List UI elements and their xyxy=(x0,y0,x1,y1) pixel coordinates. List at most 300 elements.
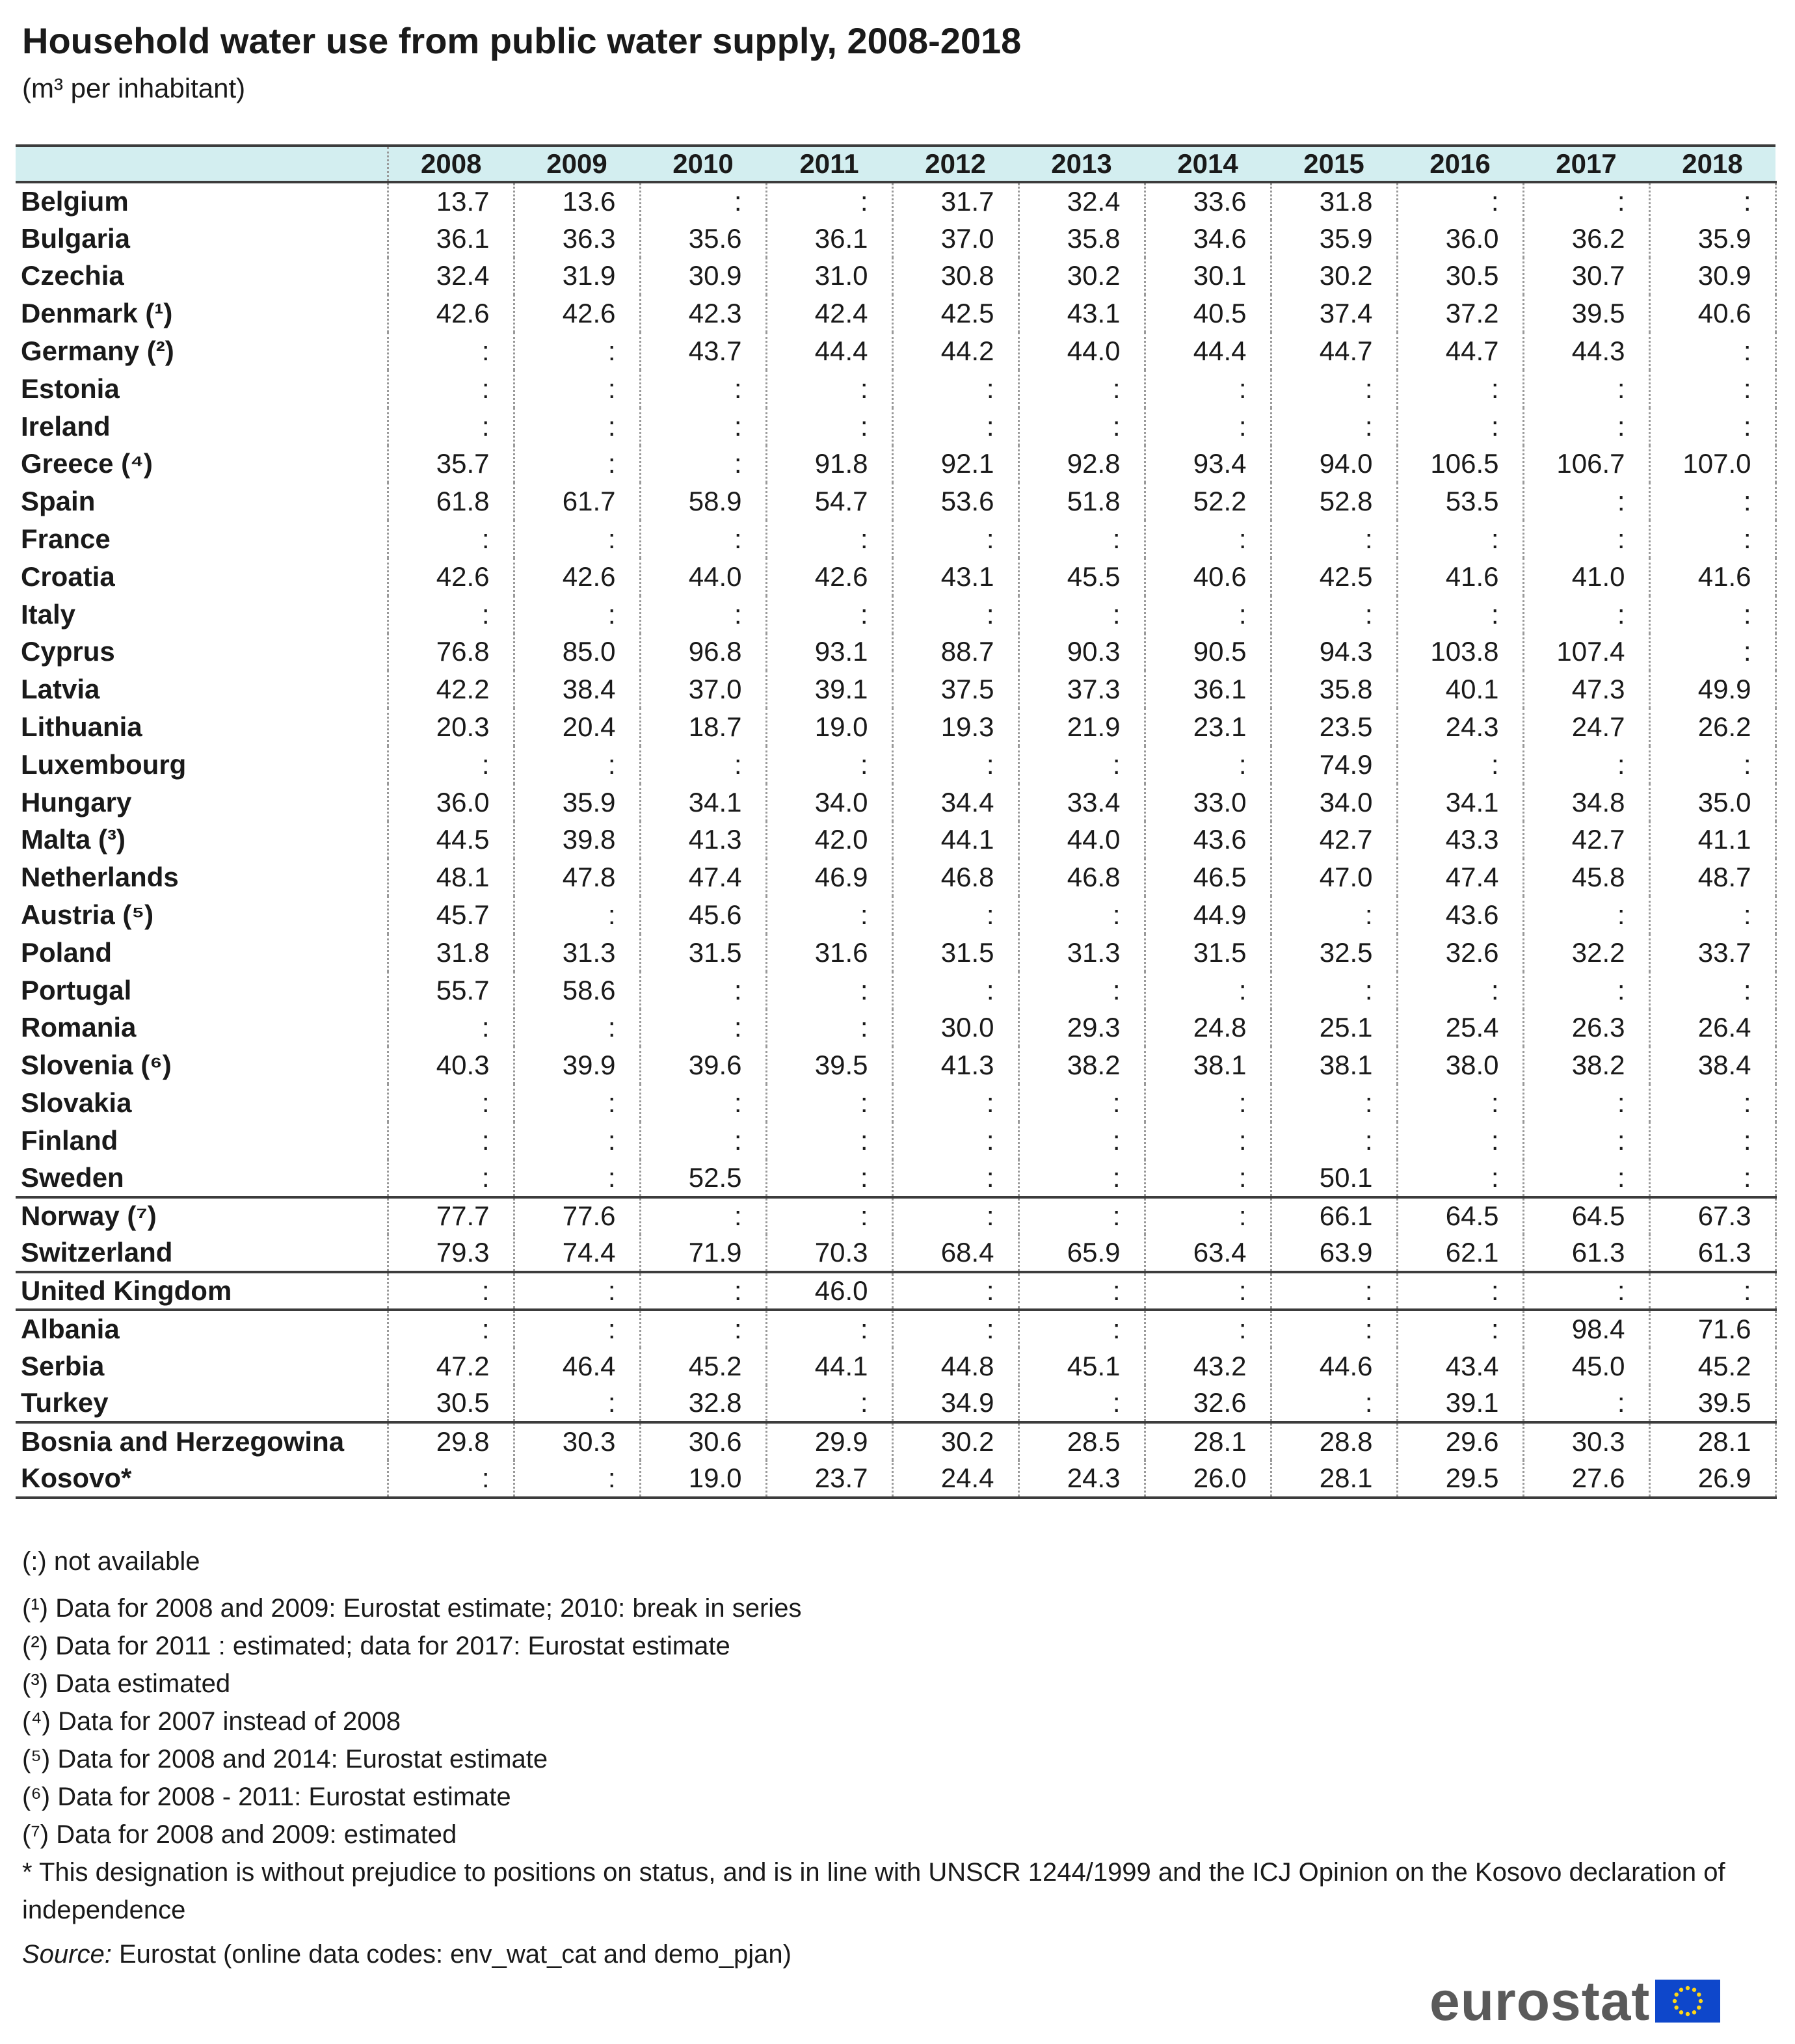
table-cell: : xyxy=(514,408,640,445)
table-cell: 88.7 xyxy=(892,633,1018,671)
header-year: 2014 xyxy=(1145,146,1271,182)
table-cell: 43.3 xyxy=(1397,821,1523,859)
table-row xyxy=(16,821,1775,859)
table-cell: 44.6 xyxy=(1271,1347,1397,1385)
table-cell: : xyxy=(1018,408,1145,445)
table-cell: 23.7 xyxy=(766,1460,892,1498)
table-cell: 45.2 xyxy=(640,1347,766,1385)
table-cell: : xyxy=(388,746,514,784)
table-cell: 28.1 xyxy=(1145,1422,1271,1460)
table-cell: 42.6 xyxy=(514,558,640,596)
table-header xyxy=(16,146,1775,182)
table-cell: : xyxy=(1523,1160,1649,1197)
table-cell: 46.8 xyxy=(1018,858,1145,896)
table-cell: 68.4 xyxy=(892,1234,1018,1272)
table-cell: : xyxy=(1018,1310,1145,1347)
row-country-label: Romania xyxy=(16,1009,388,1047)
table-cell: 74.4 xyxy=(514,1234,640,1272)
table-cell: 36.0 xyxy=(1397,220,1523,258)
table-cell: 32.6 xyxy=(1145,1385,1271,1423)
table-cell: 61.3 xyxy=(1523,1234,1649,1272)
table-row xyxy=(16,1385,1775,1423)
table-cell: 41.6 xyxy=(1649,558,1775,596)
table-cell: : xyxy=(1018,1122,1145,1160)
row-country-label: Norway (⁷) xyxy=(16,1197,388,1235)
footnote-6: (⁶) Data for 2008 - 2011: Eurostat estimate xyxy=(22,1783,511,1811)
table-cell: 13.6 xyxy=(514,182,640,220)
table-cell: 39.6 xyxy=(640,1046,766,1084)
table-cell: : xyxy=(1018,520,1145,558)
table-cell: : xyxy=(514,1385,640,1423)
table-cell: 53.6 xyxy=(892,483,1018,520)
row-country-label: Belgium xyxy=(16,182,388,220)
table-cell: 26.9 xyxy=(1649,1460,1775,1498)
table-cell: : xyxy=(1523,1084,1649,1122)
table-cell: 37.5 xyxy=(892,670,1018,708)
table-row xyxy=(16,784,1775,821)
table-cell: 23.5 xyxy=(1271,708,1397,746)
table-cell: : xyxy=(1397,1310,1523,1347)
table-cell: 47.4 xyxy=(1397,858,1523,896)
table-cell: : xyxy=(640,182,766,220)
table-cell: : xyxy=(514,1272,640,1310)
table-row xyxy=(16,332,1775,370)
table-title: Household water use from public water supply, 2008-2018 xyxy=(22,20,1022,61)
table-cell: : xyxy=(1523,370,1649,408)
table-cell: : xyxy=(892,1310,1018,1347)
table-cell: 35.7 xyxy=(388,445,514,483)
table-cell: 61.7 xyxy=(514,483,640,520)
table-cell: 107.4 xyxy=(1523,633,1649,671)
table-cell: 38.4 xyxy=(514,670,640,708)
table-cell: 42.7 xyxy=(1523,821,1649,859)
header-country xyxy=(16,146,388,182)
table-cell: : xyxy=(1649,408,1775,445)
table-cell: 44.4 xyxy=(766,332,892,370)
table-cell: : xyxy=(640,408,766,445)
table-row xyxy=(16,1009,1775,1047)
table-row xyxy=(16,1197,1775,1235)
table-cell: : xyxy=(892,1084,1018,1122)
row-country-label: Austria (⁵) xyxy=(16,896,388,934)
eu-flag-icon xyxy=(1655,1980,1720,2023)
table-cell: : xyxy=(766,1385,892,1423)
table-row xyxy=(16,670,1775,708)
header-year: 2011 xyxy=(766,146,892,182)
table-cell: 42.2 xyxy=(388,670,514,708)
table-cell: : xyxy=(1145,1084,1271,1122)
table-cell: 38.1 xyxy=(1271,1046,1397,1084)
table-cell: 30.2 xyxy=(1271,258,1397,295)
table-cell: 30.2 xyxy=(1018,258,1145,295)
table-cell: : xyxy=(1018,1385,1145,1423)
table-cell: : xyxy=(640,1122,766,1160)
table-cell: : xyxy=(892,1272,1018,1310)
table-cell: 43.4 xyxy=(1397,1347,1523,1385)
table-cell: 44.0 xyxy=(1018,821,1145,859)
table-cell: : xyxy=(514,370,640,408)
table-cell: 44.3 xyxy=(1523,332,1649,370)
table-cell: : xyxy=(514,520,640,558)
table-cell: 40.6 xyxy=(1649,295,1775,332)
table-cell: 85.0 xyxy=(514,633,640,671)
table-cell: : xyxy=(1397,1272,1523,1310)
table-cell: 31.0 xyxy=(766,258,892,295)
header-year: 2010 xyxy=(640,146,766,182)
row-country-label: Czechia xyxy=(16,258,388,295)
table-row xyxy=(16,746,1775,784)
table-cell: 70.3 xyxy=(766,1234,892,1272)
table-cell: 32.4 xyxy=(1018,182,1145,220)
table-cell: : xyxy=(388,596,514,633)
table-cell: : xyxy=(766,408,892,445)
table-cell: : xyxy=(1523,1272,1649,1310)
table-cell: : xyxy=(388,520,514,558)
table-cell: 35.8 xyxy=(1271,670,1397,708)
table-cell: 34.1 xyxy=(1397,784,1523,821)
table-cell: 61.3 xyxy=(1649,1234,1775,1272)
table-cell: 37.2 xyxy=(1397,295,1523,332)
table-cell: 90.5 xyxy=(1145,633,1271,671)
table-cell: 36.0 xyxy=(388,784,514,821)
table-cell: 93.1 xyxy=(766,633,892,671)
table-cell: : xyxy=(892,370,1018,408)
table-cell: 96.8 xyxy=(640,633,766,671)
table-cell: 45.7 xyxy=(388,896,514,934)
table-cell: 40.3 xyxy=(388,1046,514,1084)
table-row xyxy=(16,1272,1775,1310)
table-cell: : xyxy=(1145,1310,1271,1347)
table-cell: : xyxy=(1649,596,1775,633)
table-cell: 45.0 xyxy=(1523,1347,1649,1385)
header-row xyxy=(16,146,1775,182)
table-cell: : xyxy=(640,972,766,1009)
table-cell: 40.6 xyxy=(1145,558,1271,596)
table-cell: 35.9 xyxy=(1649,220,1775,258)
table-cell: : xyxy=(388,408,514,445)
table-cell: 35.9 xyxy=(514,784,640,821)
table-cell: 36.1 xyxy=(1145,670,1271,708)
eu-star-icon xyxy=(1679,2010,1683,2014)
row-country-label: Estonia xyxy=(16,370,388,408)
table-cell: 42.5 xyxy=(892,295,1018,332)
table-cell: : xyxy=(388,1009,514,1047)
table-cell: : xyxy=(1649,182,1775,220)
table-cell: : xyxy=(1145,408,1271,445)
table-cell: : xyxy=(1271,1310,1397,1347)
table-cell: : xyxy=(1649,633,1775,671)
table-cell: : xyxy=(766,370,892,408)
table-cell: : xyxy=(892,1160,1018,1197)
table-cell: : xyxy=(1649,520,1775,558)
table-cell: 42.0 xyxy=(766,821,892,859)
table-cell: 28.1 xyxy=(1649,1422,1775,1460)
table-cell: 36.1 xyxy=(388,220,514,258)
table-cell: 54.7 xyxy=(766,483,892,520)
table-cell: 44.1 xyxy=(766,1347,892,1385)
table-cell: 92.8 xyxy=(1018,445,1145,483)
table-cell: : xyxy=(514,332,640,370)
table-cell: 47.0 xyxy=(1271,858,1397,896)
table-cell: 30.6 xyxy=(640,1422,766,1460)
table-cell: : xyxy=(766,1009,892,1047)
table-cell: : xyxy=(1397,520,1523,558)
table-cell: : xyxy=(1018,896,1145,934)
table-cell: 44.0 xyxy=(1018,332,1145,370)
table-cell: 47.8 xyxy=(514,858,640,896)
eu-star-icon xyxy=(1673,1999,1677,2003)
table-cell: 26.4 xyxy=(1649,1009,1775,1047)
table-cell: 42.7 xyxy=(1271,821,1397,859)
table-cell: 91.8 xyxy=(766,445,892,483)
table-cell: : xyxy=(1271,1385,1397,1423)
table-cell: : xyxy=(640,596,766,633)
table-cell: : xyxy=(1397,746,1523,784)
table-cell: 46.9 xyxy=(766,858,892,896)
table-cell: : xyxy=(1271,1122,1397,1160)
table-cell: 19.0 xyxy=(766,708,892,746)
table-cell: 41.0 xyxy=(1523,558,1649,596)
table-cell: 31.3 xyxy=(1018,934,1145,972)
table-cell: : xyxy=(640,1310,766,1347)
table-cell: 18.7 xyxy=(640,708,766,746)
table-cell: 13.7 xyxy=(388,182,514,220)
table-cell: 44.1 xyxy=(892,821,1018,859)
row-country-label: Kosovo* xyxy=(16,1460,388,1498)
table-cell: 24.3 xyxy=(1397,708,1523,746)
table-cell: 63.4 xyxy=(1145,1234,1271,1272)
table-row xyxy=(16,1460,1775,1498)
row-country-label: Germany (²) xyxy=(16,332,388,370)
table-cell: : xyxy=(1145,972,1271,1009)
table-row xyxy=(16,596,1775,633)
footnote-kosovo: * This designation is without prejudice to positions on status, and is in line with UNSCR 1244/1999 and the ICJ Opinion on the Kosovo declaration of independence xyxy=(22,1858,1725,1924)
table-cell: 40.1 xyxy=(1397,670,1523,708)
table-cell: 27.6 xyxy=(1523,1460,1649,1498)
table-cell: 62.1 xyxy=(1397,1234,1523,1272)
table-cell: : xyxy=(514,1122,640,1160)
table-cell: : xyxy=(640,746,766,784)
table-cell: 92.1 xyxy=(892,445,1018,483)
table-cell: : xyxy=(1397,1122,1523,1160)
table-cell: : xyxy=(1397,408,1523,445)
table-cell: : xyxy=(1271,596,1397,633)
source-note xyxy=(22,1935,1739,1973)
table-cell: 31.5 xyxy=(892,934,1018,972)
table-cell: : xyxy=(766,520,892,558)
header-year: 2018 xyxy=(1649,146,1775,182)
table-cell: : xyxy=(1523,408,1649,445)
table-cell: : xyxy=(1649,370,1775,408)
table-cell: : xyxy=(1397,1084,1523,1122)
table-cell: 31.8 xyxy=(1271,182,1397,220)
table-cell: 31.3 xyxy=(514,934,640,972)
table-cell: 41.1 xyxy=(1649,821,1775,859)
data-table-container xyxy=(16,144,1775,1499)
table-cell: 19.3 xyxy=(892,708,1018,746)
header-year: 2009 xyxy=(514,146,640,182)
table-cell: 37.3 xyxy=(1018,670,1145,708)
table-cell: : xyxy=(388,370,514,408)
table-cell: 42.6 xyxy=(388,295,514,332)
row-country-label: Ireland xyxy=(16,408,388,445)
table-cell: : xyxy=(514,596,640,633)
table-cell: 64.5 xyxy=(1397,1197,1523,1235)
table-cell: 66.1 xyxy=(1271,1197,1397,1235)
table-cell: 34.0 xyxy=(1271,784,1397,821)
table-cell: : xyxy=(1271,1084,1397,1122)
table-cell: 42.5 xyxy=(1271,558,1397,596)
table-cell: 35.0 xyxy=(1649,784,1775,821)
table-cell: : xyxy=(1145,1160,1271,1197)
table-cell: 24.3 xyxy=(1018,1460,1145,1498)
row-country-label: Turkey xyxy=(16,1385,388,1423)
table-cell: : xyxy=(1271,520,1397,558)
table-row xyxy=(16,858,1775,896)
table-row xyxy=(16,1084,1775,1122)
table-cell: 44.2 xyxy=(892,332,1018,370)
table-cell: 42.6 xyxy=(514,295,640,332)
table-cell: : xyxy=(1018,596,1145,633)
table-row xyxy=(16,370,1775,408)
row-country-label: Bosnia and Herzegowina xyxy=(16,1422,388,1460)
table-cell: : xyxy=(514,746,640,784)
table-cell: 58.9 xyxy=(640,483,766,520)
table-cell: 71.6 xyxy=(1649,1310,1775,1347)
table-cell: 30.3 xyxy=(514,1422,640,1460)
footnotes xyxy=(22,1543,1739,1973)
table-cell: : xyxy=(1018,746,1145,784)
table-cell: 38.2 xyxy=(1018,1046,1145,1084)
table-cell: 52.2 xyxy=(1145,483,1271,520)
table-cell: 44.9 xyxy=(1145,896,1271,934)
table-cell: : xyxy=(1649,746,1775,784)
row-country-label: Finland xyxy=(16,1122,388,1160)
table-cell: : xyxy=(1649,483,1775,520)
table-cell: 32.5 xyxy=(1271,934,1397,972)
table-cell: 45.1 xyxy=(1018,1347,1145,1385)
row-country-label: Slovakia xyxy=(16,1084,388,1122)
table-cell: 43.7 xyxy=(640,332,766,370)
table-row xyxy=(16,558,1775,596)
table-cell: 37.0 xyxy=(892,220,1018,258)
table-cell: 39.5 xyxy=(1649,1385,1775,1423)
table-cell: : xyxy=(892,896,1018,934)
table-subtitle: (m³ per inhabitant) xyxy=(22,73,246,103)
eu-star-icon xyxy=(1686,1986,1690,1990)
table-cell: : xyxy=(766,972,892,1009)
table-cell: : xyxy=(388,1160,514,1197)
table-cell: 26.3 xyxy=(1523,1009,1649,1047)
table-cell: 46.8 xyxy=(892,858,1018,896)
table-cell: 43.6 xyxy=(1145,821,1271,859)
header-year: 2013 xyxy=(1018,146,1145,182)
table-cell: 45.2 xyxy=(1649,1347,1775,1385)
table-cell: 38.1 xyxy=(1145,1046,1271,1084)
header-year: 2012 xyxy=(892,146,1018,182)
table-cell: : xyxy=(1018,1160,1145,1197)
table-cell: : xyxy=(892,972,1018,1009)
table-row xyxy=(16,220,1775,258)
table-cell: 47.2 xyxy=(388,1347,514,1385)
table-cell: 39.5 xyxy=(1523,295,1649,332)
table-cell: 38.0 xyxy=(1397,1046,1523,1084)
table-cell: 94.3 xyxy=(1271,633,1397,671)
table-cell: 31.6 xyxy=(766,934,892,972)
row-country-label: Denmark (¹) xyxy=(16,295,388,332)
table-cell: : xyxy=(1018,1272,1145,1310)
table-row xyxy=(16,934,1775,972)
table-cell: 44.5 xyxy=(388,821,514,859)
table-row xyxy=(16,445,1775,483)
table-cell: 40.5 xyxy=(1145,295,1271,332)
footnote-2: (²) Data for 2011 : estimated; data for 2017: Eurostat estimate xyxy=(22,1632,730,1660)
table-cell: : xyxy=(892,596,1018,633)
logo-text: eurostat xyxy=(1429,1970,1651,2032)
table-cell: : xyxy=(1649,1272,1775,1310)
table-cell: : xyxy=(1018,1084,1145,1122)
table-cell: 31.9 xyxy=(514,258,640,295)
table-cell: 30.0 xyxy=(892,1009,1018,1047)
table-cell: 28.8 xyxy=(1271,1422,1397,1460)
table-cell: 26.0 xyxy=(1145,1460,1271,1498)
footnote-4: (⁴) Data for 2007 instead of 2008 xyxy=(22,1707,401,1736)
footnote-1: (¹) Data for 2008 and 2009: Eurostat estimate; 2010: break in series xyxy=(22,1594,802,1623)
table-cell: 49.9 xyxy=(1649,670,1775,708)
table-cell: 61.8 xyxy=(388,483,514,520)
table-cell: 32.4 xyxy=(388,258,514,295)
table-cell: : xyxy=(1649,896,1775,934)
table-cell: : xyxy=(1523,746,1649,784)
eu-star-icon xyxy=(1697,2006,1701,2010)
table-cell: 94.0 xyxy=(1271,445,1397,483)
table-cell: : xyxy=(640,1197,766,1235)
table-cell: : xyxy=(514,1460,640,1498)
table-cell: 106.7 xyxy=(1523,445,1649,483)
table-cell: : xyxy=(640,370,766,408)
table-cell: : xyxy=(766,1160,892,1197)
eu-star-icon xyxy=(1679,1987,1683,1991)
table-cell: 38.4 xyxy=(1649,1046,1775,1084)
source-text: Eurostat (online data codes: env_wat_cat and demo_pjan) xyxy=(111,1940,791,1969)
table-cell: : xyxy=(1523,972,1649,1009)
table-cell: : xyxy=(1523,596,1649,633)
table-cell: : xyxy=(892,408,1018,445)
table-cell: : xyxy=(892,1122,1018,1160)
table-cell: 103.8 xyxy=(1397,633,1523,671)
table-cell: : xyxy=(1145,1197,1271,1235)
table-cell: : xyxy=(1271,370,1397,408)
table-cell: 33.4 xyxy=(1018,784,1145,821)
table-row xyxy=(16,633,1775,671)
row-country-label: Poland xyxy=(16,934,388,972)
table-cell: 77.6 xyxy=(514,1197,640,1235)
table-cell: 24.8 xyxy=(1145,1009,1271,1047)
table-cell: 33.0 xyxy=(1145,784,1271,821)
table-cell: : xyxy=(1397,182,1523,220)
table-row xyxy=(16,972,1775,1009)
table-cell: 43.1 xyxy=(892,558,1018,596)
table-cell: 39.8 xyxy=(514,821,640,859)
table-cell: 20.4 xyxy=(514,708,640,746)
table-cell: 77.7 xyxy=(388,1197,514,1235)
table-row xyxy=(16,1347,1775,1385)
table-cell: : xyxy=(514,1160,640,1197)
table-cell: 106.5 xyxy=(1397,445,1523,483)
table-cell: 30.9 xyxy=(640,258,766,295)
table-cell: 42.3 xyxy=(640,295,766,332)
table-cell: 52.8 xyxy=(1271,483,1397,520)
